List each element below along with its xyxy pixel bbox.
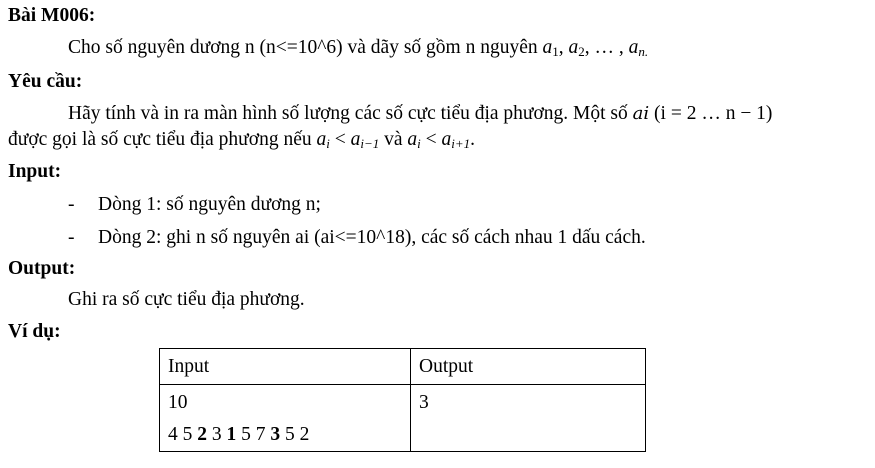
req-text: Hãy tính và in ra màn hình số lượng các số cực tiểu địa phương. Một số	[68, 103, 633, 124]
input-line-1: 10	[168, 392, 188, 413]
header-output: Output	[411, 349, 646, 385]
lt-2: <	[420, 129, 442, 150]
table-row	[160, 385, 646, 452]
intro-paragraph: Cho số nguyên dương n (n<=10^6) và dãy số gồm n nguyên $a_1$, $a_2$, … , $a_{n.}$	[68, 37, 649, 59]
req-range: (i = 2 … n − 1)	[649, 103, 773, 124]
period: .	[470, 129, 476, 150]
input-item-text: Dòng 2: ghi n số nguyên ai (ai<=10^18), các số cách nhau 1 dấu cách.	[98, 227, 646, 248]
cond-a2: a	[350, 129, 361, 150]
output-cell	[411, 385, 646, 452]
example-table	[159, 348, 646, 452]
cond-sub2: i−1	[360, 136, 380, 151]
cond-sub: i	[326, 136, 330, 151]
requirement-heading: Yêu cầu:	[8, 71, 83, 92]
header-input: Input	[160, 349, 411, 385]
req-text-2: được gọi là số cực tiểu địa phương nếu	[8, 129, 317, 150]
cond-a3: a	[407, 129, 418, 150]
seq-part: 4 5	[168, 424, 198, 445]
requirement-line-2	[8, 128, 475, 152]
var-a2: a	[568, 37, 579, 58]
input-heading: Input:	[8, 161, 62, 182]
var-an: a	[628, 37, 639, 58]
output-value: 3	[419, 392, 429, 413]
seq-part: 5 2	[280, 424, 310, 445]
output-heading: Output:	[8, 258, 76, 279]
sub-n: n.	[638, 44, 649, 59]
intro-text: Cho số nguyên dương n (n<=10^6) và dãy số gồm n nguyên	[68, 37, 543, 58]
cond-sub4: i+1	[451, 136, 471, 151]
cond-a: a	[316, 129, 327, 150]
input-line-2	[168, 419, 402, 451]
bullet-dash: -	[68, 194, 75, 215]
seq-min: 2	[197, 424, 207, 445]
bullet-dash: -	[68, 227, 75, 248]
dots: , … ,	[584, 37, 629, 58]
seq-min: 3	[270, 424, 281, 445]
requirement-line-1	[68, 102, 772, 126]
and-word: và	[379, 129, 408, 150]
cond-a4: a	[441, 129, 452, 150]
sub-1: 1	[552, 44, 559, 59]
seq-min: 1	[226, 424, 237, 445]
var-ai: ai	[632, 103, 650, 124]
problem-title: Bài M006:	[8, 5, 96, 26]
sub-2: 2	[578, 44, 585, 59]
lt-1: <	[329, 129, 351, 150]
cond-sub3: i	[417, 136, 421, 151]
input-item-text: Dòng 1: số nguyên dương n;	[98, 194, 321, 215]
var-a1: a	[542, 37, 553, 58]
seq-part: 5 7	[236, 424, 271, 445]
input-cell	[160, 385, 411, 452]
output-text: Ghi ra số cực tiểu địa phương.	[68, 289, 305, 310]
seq-part: 3	[207, 424, 227, 445]
example-heading: Ví dụ:	[8, 321, 61, 342]
table-header-row	[160, 349, 646, 385]
